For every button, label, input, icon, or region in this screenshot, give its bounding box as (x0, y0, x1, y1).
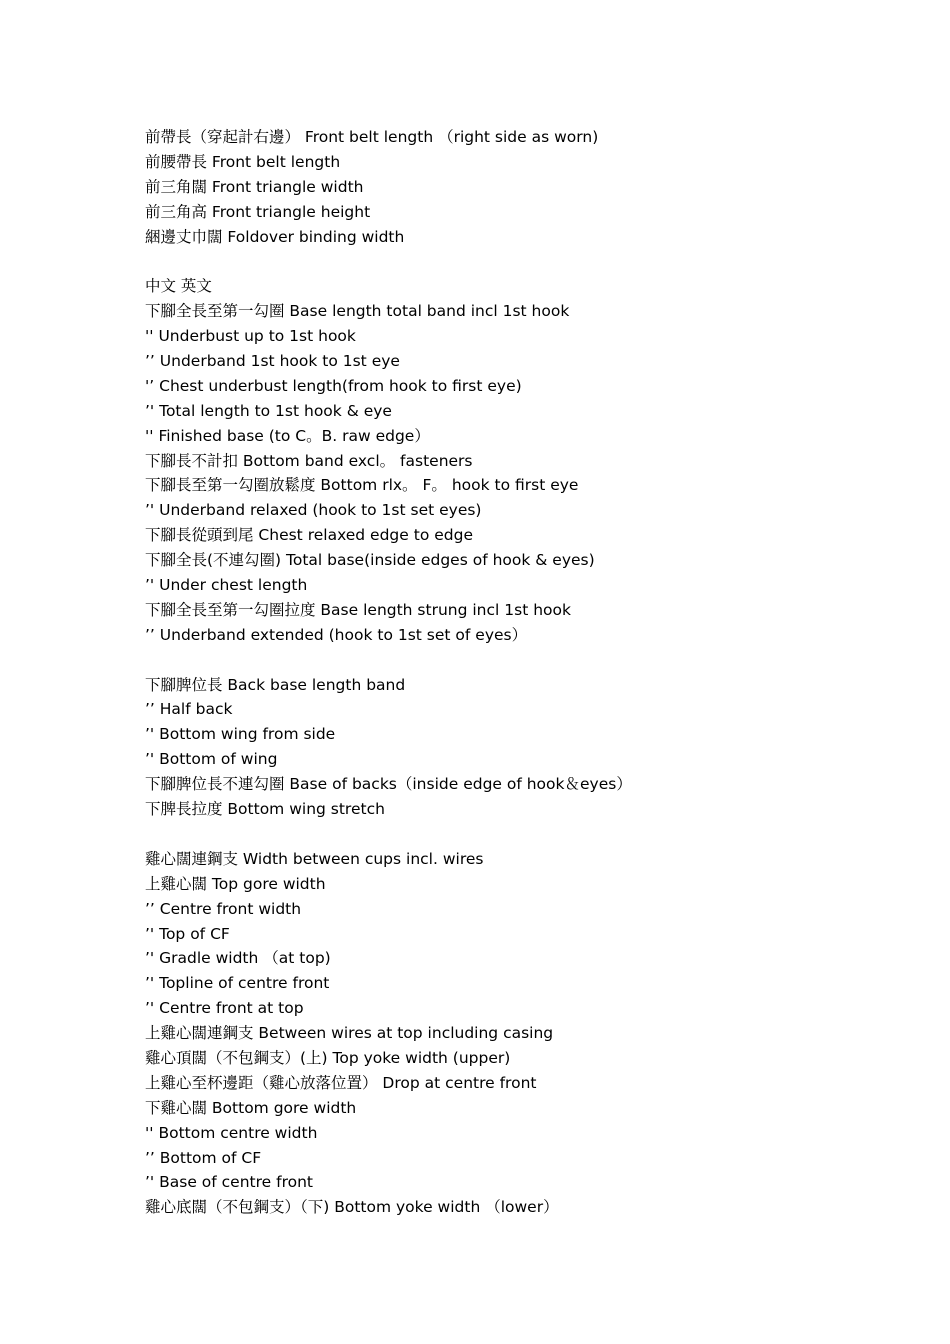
term-line: ’' Base of centre front (145, 1173, 313, 1192)
section-centre-gore (145, 847, 905, 1220)
term-line: 上雞心闊 Top gore width (145, 874, 326, 893)
term-line: ’’ Bottom of CF (145, 1148, 262, 1167)
term-line: 綑邊丈巾闊 Foldover binding width (145, 227, 405, 246)
term-line: 上雞心闊連鋼支 Between wires at top including casing (145, 1024, 554, 1043)
term-line: 前腰帶長 Front belt length (145, 152, 341, 171)
term-line: 下腳長至第一勾圈放鬆度 Bottom rlx。 F。 hook to first eye (145, 476, 579, 495)
term-line: '' Bottom centre width (145, 1123, 318, 1142)
term-line: ’' Centre front at top (145, 999, 304, 1018)
term-line: 下脾長拉度 Bottom wing stretch (145, 800, 385, 819)
term-line: ’’ Underband extended (hook to 1st set of eyes） (145, 625, 528, 644)
term-line: '' Underbust up to 1st hook (145, 327, 356, 346)
term-line: ’' Total length to 1st hook & eye (145, 401, 392, 420)
term-line: ’’ Half back (145, 700, 233, 719)
term-line: ’' Topline of centre front (145, 974, 330, 993)
term-line: ’' Underband relaxed (hook to 1st set eyes) (145, 501, 482, 520)
term-line: 下雞心闊 Bottom gore width (145, 1098, 357, 1117)
term-line: ’' Top of CF (145, 924, 230, 943)
section-spacer (145, 648, 905, 673)
term-line: 雞心頂闊（不包鋼支）(上) Top yoke width (upper) (145, 1048, 511, 1067)
section-spacer (145, 249, 905, 274)
section-base-band (145, 274, 905, 647)
section-spacer (145, 822, 905, 847)
section-front-belt (145, 125, 905, 249)
term-line: 下腳脾位長不連勾圈 Base of backs（inside edge of hook＆eyes） (145, 775, 632, 794)
term-line: 下腳脾位長 Back base length band (145, 675, 406, 694)
term-line: ’’ Underband 1st hook to 1st eye (145, 352, 400, 371)
term-line: 前三角高 Front triangle height (145, 202, 371, 221)
term-line: 前三角闊 Front triangle width (145, 177, 364, 196)
term-line: ’' Bottom of wing (145, 750, 278, 769)
section-back-wing (145, 673, 905, 822)
term-line: '' Finished base (to C。B. raw edge） (145, 426, 430, 445)
term-line: ’’ Centre front width (145, 899, 302, 918)
term-line: 雞心底闊（不包鋼支）（下) Bottom yoke width （lower） (145, 1198, 559, 1217)
term-line: 下腳全長至第一勾圈拉度 Base length strung incl 1st hook (145, 600, 571, 619)
term-line: 下腳全長(不連勾圈) Total base(inside edges of hook & eyes) (145, 551, 595, 570)
term-line: ’' Bottom wing from side (145, 725, 336, 744)
term-line: 前帶長（穿起計右邊） Front belt length （right side as worn) (145, 128, 599, 146)
term-line: 下腳全長至第一勾圈 Base length total band incl 1st hook (145, 302, 570, 321)
term-line: ’' Under chest length (145, 576, 308, 595)
term-line: 下腳長不計扣 Bottom band excl。 fasteners (145, 451, 473, 470)
term-line: 下腳長從頭到尾 Chest relaxed edge to edge (145, 526, 473, 545)
term-line: 上雞心至杯邊距（雞心放落位置） Drop at centre front (145, 1073, 537, 1092)
term-line: '’ Chest underbust length(from hook to first eye) (145, 376, 522, 395)
section-heading: 中文 英文 (145, 277, 212, 296)
term-line: ’' Gradle width （at top) (145, 949, 331, 968)
document-page (145, 125, 905, 1220)
term-line: 雞心闊連鋼支 Width between cups incl. wires (145, 849, 484, 868)
